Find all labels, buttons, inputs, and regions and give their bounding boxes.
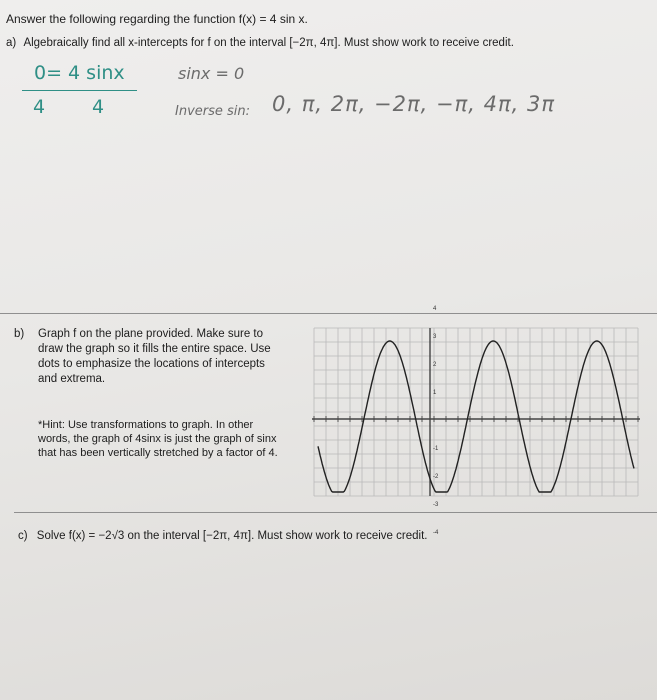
part-c-text: Solve f(x) = −2√3 on the interval [−2π, 4π]. Must show work to receive credit.: [36, 530, 428, 542]
y-tick-label: 3: [433, 334, 437, 340]
work-inverse-label: Inverse sin:: [175, 104, 251, 119]
part-c-question: [18, 529, 427, 544]
part-b-question: [14, 327, 279, 387]
fraction-bar: [22, 90, 137, 91]
part-b-text: Graph f on the plane provided. Make sure to draw the graph so it fills the entire space. Use dots to emphasize the locations of intercepts and extrema.: [38, 328, 271, 385]
y-tick-label: -3: [433, 502, 439, 508]
part-a-text: Algebraically find all x-intercepts for f on the interval [−2π, 4π]. Must show work to receive credit.: [23, 37, 514, 49]
y-tick-label: 2: [433, 362, 437, 368]
y-tick-label: 4: [433, 306, 437, 312]
work-denominator-left: 4: [33, 96, 46, 118]
y-tick-label: 1: [433, 390, 437, 396]
part-a-label: a): [6, 37, 17, 49]
work-equation-left: 0= 4 sinx: [34, 62, 125, 84]
y-tick-label: -1: [433, 446, 439, 452]
part-a-question: [6, 36, 646, 51]
graph-plane[interactable]: [308, 306, 644, 536]
intro-text: Answer the following regarding the function f(x) = 4 sin x.: [6, 12, 308, 26]
part-b-label: b): [14, 328, 25, 340]
work-equation-right: sinx = 0: [178, 64, 245, 83]
section-divider-bottom: [14, 512, 657, 513]
y-tick-label: -4: [433, 530, 439, 536]
work-inverse-values: 0, π, 2π, −2π, −π, 4π, 3π: [272, 92, 555, 116]
work-denominator-right: 4: [92, 96, 105, 118]
y-tick-label: -2: [433, 474, 439, 480]
part-b-hint: *Hint: Use transformations to graph. In other words, the graph of 4sinx is just the graph of sinx that has been vertically stretched by a factor of 4.: [38, 419, 278, 459]
sine-graph[interactable]: [308, 306, 644, 536]
sine-curve: [318, 341, 634, 492]
part-c-label: c): [18, 530, 28, 542]
section-divider-top: [0, 313, 657, 314]
